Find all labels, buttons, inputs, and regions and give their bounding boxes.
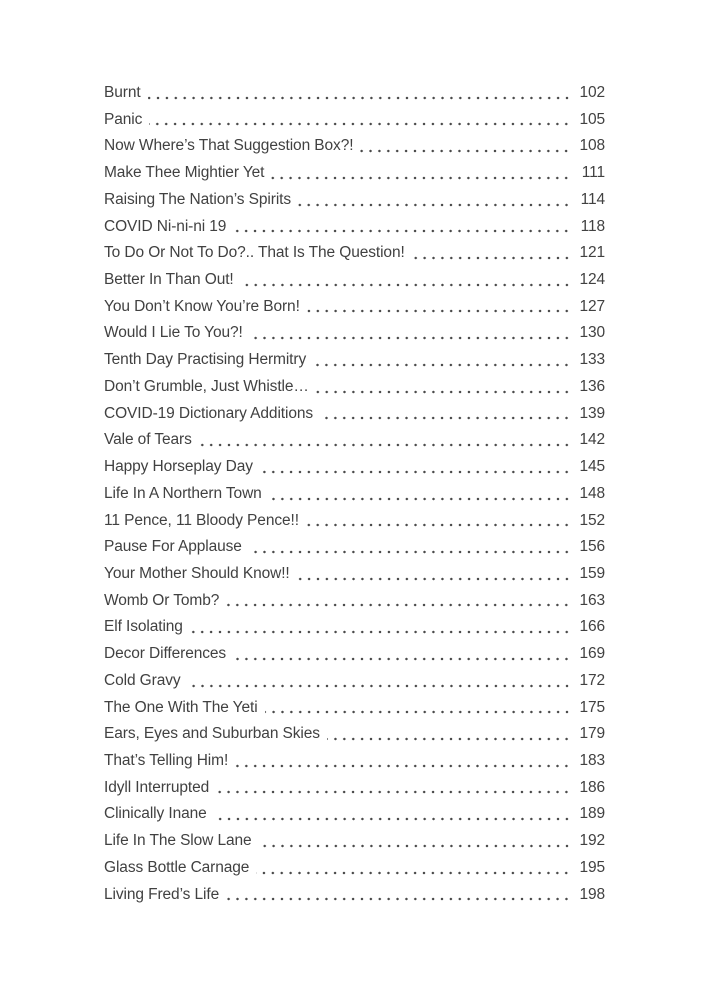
- toc-entry: [104, 374, 605, 401]
- toc-leader-dots: [412, 240, 571, 267]
- toc-entry-title: Would I Lie To You?!: [104, 324, 243, 342]
- toc-entry-title: Don’t Grumble, Just Whistle…: [104, 377, 309, 395]
- toc-leader-dots: [188, 668, 571, 695]
- toc-leader-dots: [316, 374, 571, 401]
- toc-entry: [104, 294, 605, 321]
- toc-leader-dots: [313, 347, 571, 374]
- toc-leader-dots: [298, 187, 571, 214]
- toc-leader-dots: [307, 294, 571, 321]
- toc-leader-dots: [199, 427, 571, 454]
- toc-leader-dots: [250, 320, 571, 347]
- toc-entry-title: Elf Isolating: [104, 618, 183, 636]
- toc-entry-page: 183: [579, 751, 605, 769]
- toc-entry-page: 172: [579, 671, 605, 689]
- toc-entry: [104, 534, 605, 561]
- toc-entry: [104, 508, 605, 535]
- toc-leader-dots: [226, 882, 571, 909]
- toc-entry-title: Better In Than Out!: [104, 271, 234, 289]
- toc-leader-dots: [216, 775, 571, 802]
- toc-entry-page: 142: [579, 431, 605, 449]
- toc-entry-page: 111: [581, 164, 605, 182]
- toc-entry-page: 136: [579, 377, 605, 395]
- toc-entry: [104, 267, 605, 294]
- toc-entry-page: 118: [580, 217, 605, 235]
- toc-entry-page: 139: [579, 404, 605, 422]
- toc-entry-title: Pause For Applause: [104, 538, 242, 556]
- toc-leader-dots: [297, 561, 571, 588]
- toc-leader-dots: [360, 133, 571, 160]
- toc-entry-page: 166: [579, 618, 605, 636]
- toc-entry: [104, 614, 605, 641]
- toc-leader-dots: [327, 721, 571, 748]
- toc-entry: [104, 320, 605, 347]
- toc-entry-page: 179: [579, 725, 605, 743]
- toc-leader-dots: [320, 401, 571, 428]
- toc-entry-title: Happy Horseplay Day: [104, 458, 253, 476]
- toc-entry-page: 186: [579, 778, 605, 796]
- toc-entry-page: 121: [579, 244, 605, 262]
- toc-entry: [104, 828, 605, 855]
- toc-entry-title: Make Thee Mightier Yet: [104, 164, 265, 182]
- toc-entry-title: COVID Ni-ni-ni 19: [104, 217, 227, 235]
- toc-leader-dots: [233, 641, 571, 668]
- toc-entry: [104, 882, 605, 909]
- toc-entry: [104, 588, 605, 615]
- toc-leader-dots: [241, 267, 571, 294]
- toc-entry-title: Panic: [104, 110, 143, 128]
- toc-entry-title: Glass Bottle Carnage: [104, 858, 250, 876]
- toc-entry-page: 114: [580, 190, 605, 208]
- toc-entry-title: Tenth Day Practising Hermitry: [104, 351, 307, 369]
- toc-entry-title: Idyll Interrupted: [104, 778, 210, 796]
- toc-entry: [104, 454, 605, 481]
- toc-entry-title: Vale of Tears: [104, 431, 192, 449]
- toc-entry-title: You Don’t Know You’re Born!: [104, 297, 300, 315]
- toc-list: [104, 80, 605, 908]
- toc-entry-page: 148: [579, 484, 605, 502]
- toc-entry-page: 102: [579, 84, 605, 101]
- toc-entry: [104, 240, 605, 267]
- toc-leader-dots: [190, 614, 571, 641]
- toc-leader-dots: [235, 748, 571, 775]
- toc-entry-page: 127: [579, 297, 605, 315]
- toc-entry: [104, 748, 605, 775]
- toc-entry-page: 159: [579, 564, 605, 582]
- toc-leader-dots: [265, 695, 571, 722]
- toc-entry-page: 198: [579, 885, 605, 903]
- toc-entry: [104, 133, 605, 160]
- toc-entry-page: 175: [579, 698, 605, 716]
- toc-entry: [104, 668, 605, 695]
- toc-leader-dots: [260, 454, 571, 481]
- toc-leader-dots: [259, 828, 571, 855]
- toc-entry: [104, 107, 605, 134]
- toc-entry: [104, 187, 605, 214]
- toc-entry: [104, 214, 605, 241]
- toc-entry: [104, 641, 605, 668]
- toc-entry-page: 105: [579, 110, 605, 128]
- toc-entry-page: 189: [579, 805, 605, 823]
- toc-leader-dots: [214, 801, 571, 828]
- toc-entry: [104, 801, 605, 828]
- toc-entry-title: Clinically Inane: [104, 805, 207, 823]
- toc-entry-page: 169: [579, 645, 605, 663]
- toc-leader-dots: [249, 534, 571, 561]
- toc-entry-title: Decor Differences: [104, 645, 227, 663]
- toc-entry-page: 133: [579, 351, 605, 369]
- toc-entry: [104, 347, 605, 374]
- toc-entry-title: Your Mother Should Know!!: [104, 564, 290, 582]
- toc-entry-page: 130: [579, 324, 605, 342]
- toc-entry-page: 192: [579, 832, 605, 850]
- toc-entry-title: That’s Telling Him!: [104, 751, 229, 769]
- toc-leader-dots: [149, 107, 571, 134]
- toc-entry: [104, 427, 605, 454]
- toc-entry-page: 156: [579, 538, 605, 556]
- toc-entry-page: 145: [579, 458, 605, 476]
- toc-entry: [104, 401, 605, 428]
- toc-leader-dots: [233, 214, 571, 241]
- toc-entry-title: To Do Or Not To Do?.. That Is The Question!: [104, 244, 405, 262]
- toc-entry-title: COVID-19 Dictionary Additions: [104, 404, 314, 422]
- toc-entry-page: 152: [579, 511, 605, 529]
- toc-leader-dots: [306, 508, 571, 535]
- toc-entry: [104, 80, 605, 107]
- toc-entry: [104, 855, 605, 882]
- toc-entry-title: Living Fred’s Life: [104, 885, 220, 903]
- toc-entry-title: Cold Gravy: [104, 671, 181, 689]
- toc-entry: [104, 775, 605, 802]
- toc-entry-title: Life In A Northern Town: [104, 484, 262, 502]
- toc-entry-title: 11 Pence, 11 Bloody Pence!!: [104, 511, 299, 529]
- toc-leader-dots: [269, 481, 571, 508]
- toc-entry-title: Ears, Eyes and Suburban Skies: [104, 725, 320, 743]
- toc-leader-dots: [256, 855, 571, 882]
- toc-entry-page: 124: [579, 271, 605, 289]
- toc-entry-page: 108: [579, 137, 605, 155]
- toc-entry-title: Womb Or Tomb?: [104, 591, 220, 609]
- toc-entry: [104, 481, 605, 508]
- toc-leader-dots: [271, 160, 571, 187]
- toc-entry: [104, 721, 605, 748]
- toc-entry: [104, 695, 605, 722]
- toc-entry-page: 195: [579, 858, 605, 876]
- toc-entry-title: Now Where’s That Suggestion Box?!: [104, 137, 354, 155]
- toc-entry-title: Raising The Nation’s Spirits: [104, 190, 292, 208]
- toc-entry-page: 163: [579, 591, 605, 609]
- toc-entry-title: The One With The Yeti: [104, 698, 258, 716]
- toc-entry: [104, 561, 605, 588]
- toc-leader-dots: [148, 80, 571, 107]
- toc-entry-title: Burnt: [104, 84, 141, 101]
- toc-entry-title: Life In The Slow Lane: [104, 832, 252, 850]
- toc-leader-dots: [226, 588, 571, 615]
- toc-entry: [104, 160, 605, 187]
